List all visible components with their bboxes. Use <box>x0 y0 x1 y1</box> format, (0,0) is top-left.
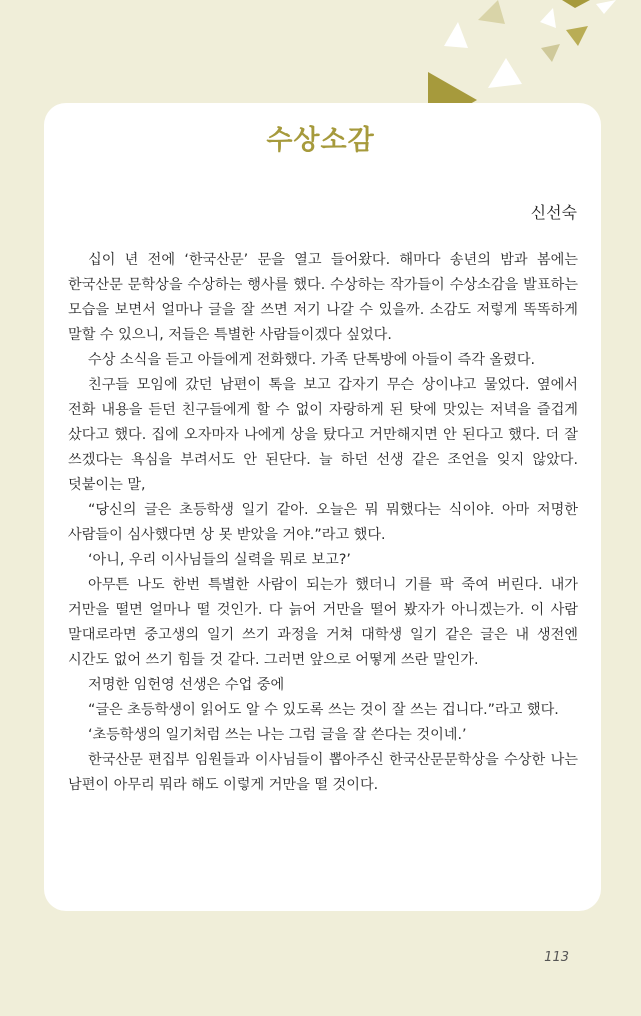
triangle-white-2 <box>488 58 522 88</box>
triangle-olive-corner <box>562 0 590 8</box>
paragraph: “글은 초등학생이 읽어도 알 수 있도록 쓰는 것이 잘 쓰는 겁니다.”라고 했다. <box>88 702 559 718</box>
paragraph: 아무튼 나도 한번 특별한 사람이 되는가 했더니 기를 팍 죽여 버린다. 내가 거만을 떨면 얼마나 떨 것인가. 다 늙어 거만을 떨어 봤자가 아니겠는가. 이 사람 말대로라면 중고생의 일기 쓰기 과정을 거쳐 대학생 일기 같은 글은 내 생전엔 시간도 없어 쓰기 힘들 것 같다. 그러면 앞으로 어떻게 쓰란 말인가. <box>68 577 578 668</box>
triangle-white-4 <box>596 0 616 14</box>
paragraph: 저명한 임헌영 선생은 수업 중에 <box>88 677 285 693</box>
page-number: 113 <box>544 950 569 965</box>
paragraph: 한국산문 편집부 임원들과 이사님들이 뽑아주신 한국산문문학상을 수상한 나는 남편이 아무리 뭐라 해도 이렇게 거만을 떨 것이다. <box>68 752 578 793</box>
paragraph: 십이 년 전에 ‘한국산문’ 문을 열고 들어왔다. 해마다 송년의 밤과 봄에는 한국산문 문학상을 수상하는 행사를 했다. 수상하는 작가들이 수상소감을 발표하는 모습을 보면서 얼마나 글을 잘 쓰면 저기 나갈 수 있을까. 소감도 저렇게 똑똑하게 말할 수 있으니, 저들은 특별한 사람들이겠다 싶었다. <box>68 252 578 343</box>
page-title: 수상소감 <box>266 125 375 156</box>
triangle-olive-small <box>566 26 588 46</box>
essay-body <box>68 248 578 798</box>
triangle-light-1 <box>478 0 505 24</box>
paragraph: ‘아니, 우리 이사님들의 실력을 뭐로 보고?’ <box>88 552 351 568</box>
triangle-white-1 <box>444 22 468 48</box>
paragraph: ‘초등학생의 일기처럼 쓰는 나는 그럼 글을 잘 쓴다는 것이네.’ <box>88 727 467 743</box>
paragraph: 친구들 모임에 갔던 남편이 톡을 보고 갑자기 무슨 상이냐고 물었다. 옆에서 전화 내용을 듣던 친구들에게 할 수 없이 자랑하게 된 탓에 맛있는 저녁을 즐겁게 샀다고 했다. 집에 오자마자 나에게 상을 탔다고 거만해지면 안 된다고 했다. 더 잘 쓰겠다는 욕심을 부려서도 안 된단다. 늘 하던 선생 같은 조언을 잊지 않았다. 덧붙이는 말, <box>68 377 578 493</box>
triangle-white-3 <box>540 8 556 28</box>
triangle-light-2 <box>541 44 560 62</box>
paragraph: “당신의 글은 초등학생 일기 같아. 오늘은 뭐 뭐했다는 식이야. 아마 저명한 사람들이 심사했다면 상 못 받았을 거야.”라고 했다. <box>68 502 578 543</box>
paragraph: 수상 소식을 듣고 아들에게 전화했다. 가족 단톡방에 아들이 즉각 올렸다. <box>88 352 536 368</box>
author-name: 신선숙 <box>530 203 577 222</box>
